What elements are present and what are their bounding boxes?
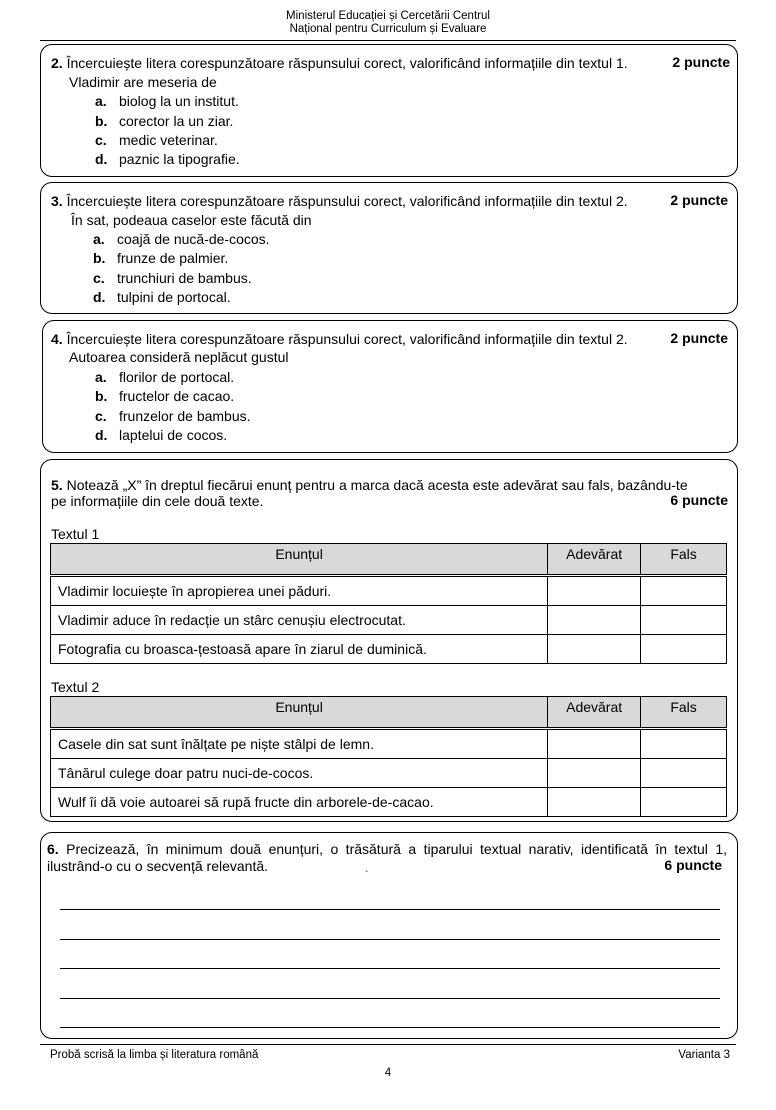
question-6-instruction-line-2: ilustrând-o cu o secvență relevantă. [47, 858, 269, 874]
true-false-table-1 [50, 543, 727, 664]
false-answer-cell[interactable] [641, 730, 727, 759]
question-2-number: 2. [51, 55, 63, 71]
false-answer-cell[interactable] [641, 577, 727, 606]
statement-cell: Fotografia cu broasca-țestoasă apare în ziarul de duminică. [51, 635, 548, 664]
table-row [51, 577, 727, 606]
question-3-points: 2 puncte [670, 192, 728, 208]
question-4-option-d[interactable]: d. laptelui de cocos. [95, 427, 228, 443]
question-3-option-b[interactable]: b. frunze de palmier. [93, 250, 229, 266]
statement-cell: Vladimir locuiește în apropierea unei păduri. [51, 577, 548, 606]
question-3-stem: În sat, podeaua caselor este făcută din [71, 212, 312, 228]
answer-line-2[interactable] [60, 939, 720, 940]
statement-cell: Vladimir aduce în redacție un stârc cenușiu electrocutat. [51, 606, 548, 635]
question-2-stem: Vladimir are meseria de [69, 74, 217, 90]
header-divider [40, 40, 736, 41]
question-5-instruction-line-2: pe informațiile din cele două texte. [51, 493, 264, 509]
column-header-true: Adevărat [548, 544, 641, 575]
column-header-false: Fals [641, 544, 727, 575]
true-answer-cell[interactable] [548, 759, 641, 788]
header-line-2: Național pentru Curriculum și Evaluare [289, 23, 487, 35]
question-4-option-c[interactable]: c. frunzelor de bambus. [95, 408, 251, 424]
table-row [51, 730, 727, 759]
question-4-stem: Autoarea consideră neplăcut gustul [69, 349, 289, 365]
statement-cell: Tânărul culege doar patru nuci-de-cocos. [51, 759, 548, 788]
question-5-number: 5. [51, 477, 63, 493]
true-false-table-2 [50, 696, 727, 817]
question-2-option-b[interactable]: b. corector la un ziar. [95, 113, 234, 129]
question-6-number: 6. [47, 841, 59, 857]
true-answer-cell[interactable] [548, 606, 641, 635]
true-answer-cell[interactable] [548, 577, 641, 606]
question-2-text [51, 54, 628, 73]
false-answer-cell[interactable] [641, 759, 727, 788]
question-4-number: 4. [51, 331, 63, 347]
question-5-points: 6 puncte [670, 492, 728, 508]
question-4-text [51, 330, 628, 349]
question-5-instruction-line-1: Notează „X” în dreptul fiecărui enunț pentru a marca dacă acesta este adevărat sau fals, bazându-te [66, 477, 688, 493]
statement-cell: Wulf îi dă voie autoarei să rupă fructe din arborele-de-cacao. [51, 788, 548, 817]
question-2-option-a[interactable]: a. biolog la un institut. [95, 93, 239, 109]
page-number: 4 [384, 1067, 392, 1079]
false-answer-cell[interactable] [641, 606, 727, 635]
column-header-true: Adevărat [548, 697, 641, 728]
question-6-points: 6 puncte [664, 857, 722, 873]
page-header [0, 10, 776, 36]
question-3-option-c[interactable]: c. trunchiuri de bambus. [93, 270, 252, 286]
question-2-option-c[interactable]: c. medic veterinar. [95, 132, 218, 148]
question-4-option-b[interactable]: b. fructelor de cacao. [95, 388, 235, 404]
question-2-instruction: Încercuiește litera corespunzătoare răspunsului corect, valorificând informațiile din textul 1. [66, 55, 628, 71]
true-answer-cell[interactable] [548, 730, 641, 759]
question-3-instruction: Încercuiește litera corespunzătoare răspunsului corect, valorificând informațiile din textul 2. [66, 193, 628, 209]
question-4-points: 2 puncte [670, 330, 728, 346]
column-header-false: Fals [641, 697, 727, 728]
question-4-instruction: Încercuiește litera corespunzătoare răspunsului corect, valorificând informațiile din textul 2. [66, 331, 628, 347]
question-4-option-a[interactable]: a. florilor de portocal. [95, 369, 235, 385]
question-2-option-d[interactable]: d. paznic la tipografie. [95, 151, 240, 167]
table-1-label: Textul 1 [51, 526, 100, 542]
question-3-text [51, 192, 628, 211]
answer-line-5[interactable] [60, 1027, 720, 1028]
stray-mark: ` [365, 870, 369, 881]
question-6-instruction-line-1: Precizează, în minimum două enunțuri, o trăsătură a tiparului textual narativ, identificată în textul 1, [66, 841, 727, 857]
question-2-points: 2 puncte [672, 54, 730, 70]
answer-line-4[interactable] [60, 998, 720, 999]
column-header-statement: Enunțul [51, 544, 548, 575]
true-answer-cell[interactable] [548, 635, 641, 664]
footer-subject: Probă scrisă la limba și literatura română [50, 1049, 259, 1061]
header-line-1: Ministerul Educației și Cercetării Centrul [286, 10, 490, 22]
footer-variant: Varianta 3 [678, 1049, 730, 1061]
question-3-number: 3. [51, 193, 63, 209]
answer-line-3[interactable] [60, 968, 720, 969]
table-row [51, 759, 727, 788]
false-answer-cell[interactable] [641, 635, 727, 664]
table-row [51, 635, 727, 664]
false-answer-cell[interactable] [641, 788, 727, 817]
question-3-option-a[interactable]: a. coajă de nucă-de-cocos. [93, 231, 270, 247]
true-answer-cell[interactable] [548, 788, 641, 817]
answer-line-1[interactable] [60, 909, 720, 910]
table-row [51, 788, 727, 817]
footer-divider [40, 1044, 736, 1045]
table-row [51, 606, 727, 635]
statement-cell: Casele din sat sunt înălțate pe niște stâlpi de lemn. [51, 730, 548, 759]
column-header-statement: Enunțul [51, 697, 548, 728]
question-3-option-d[interactable]: d. tulpini de portocal. [93, 289, 231, 305]
table-2-label: Textul 2 [51, 679, 100, 695]
